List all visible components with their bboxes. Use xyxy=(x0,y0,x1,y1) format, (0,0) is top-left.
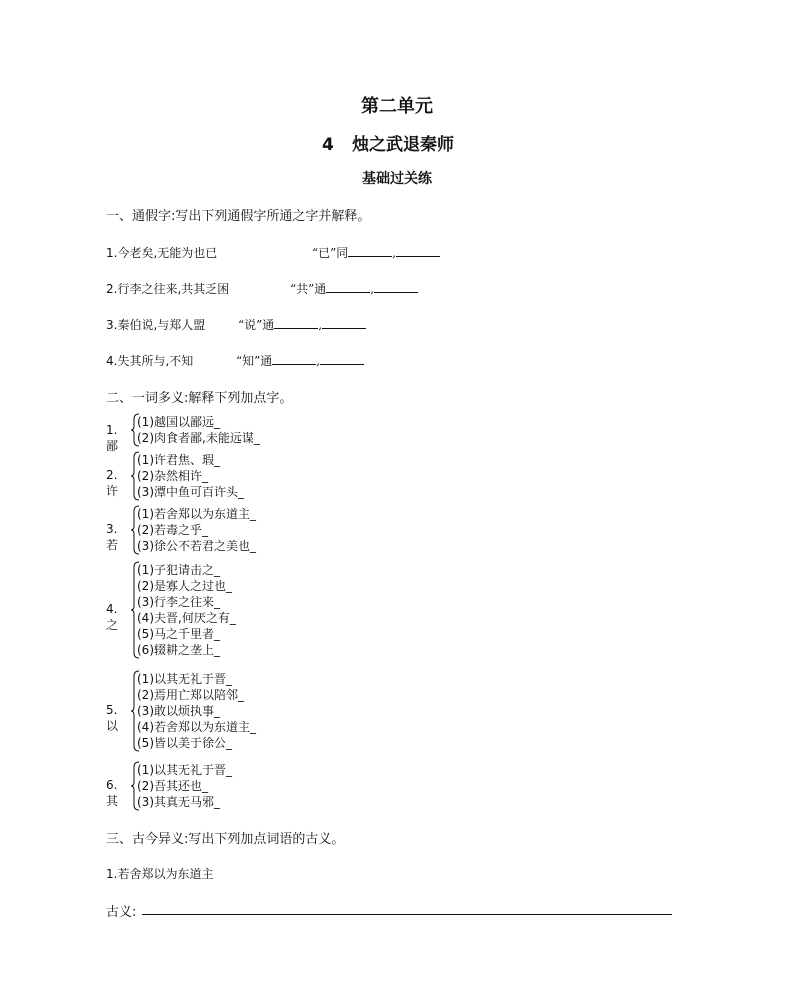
s1-q2-sentence: 2.行李之往来,共其乏困 xyxy=(106,282,230,296)
group-3-items xyxy=(137,506,256,554)
s1-q3-char: “说”通 xyxy=(238,318,275,332)
group-1-items xyxy=(137,414,260,446)
s1-q2-sep: , xyxy=(370,282,375,296)
lesson-title: 烛之武退秦师 xyxy=(352,135,454,155)
subtitle: 基础过关练 xyxy=(362,171,432,187)
s1-q3-sentence: 3.秦伯说,与郑人盟 xyxy=(106,318,206,332)
group-3-item-3: (3)徐公不若君之美也_ xyxy=(137,539,256,553)
group-4-item-2: (2)是寡人之过也_ xyxy=(137,579,232,593)
group-5-items xyxy=(137,671,256,751)
lesson-number: 4 xyxy=(322,135,334,155)
gu-label: 古义: xyxy=(106,905,137,920)
group-4-item-1: (1)子犯请击之_ xyxy=(137,563,220,577)
group-5-item-1: (1)以其无礼于晋_ xyxy=(137,672,232,686)
s1-q3-blank-b[interactable] xyxy=(322,316,366,329)
s1-q3-answer xyxy=(238,316,366,333)
group-4-label: 4.之 xyxy=(106,602,119,632)
s1-q4-blank-a[interactable] xyxy=(272,352,316,365)
group-5-item-2: (2)焉用亡郑以陪邻_ xyxy=(137,688,244,702)
s1-q4-blank-b[interactable] xyxy=(320,352,364,365)
s1-q1-blank-b[interactable] xyxy=(396,244,440,257)
section1-title: 一、通假字:写出下列通假字所通之字并解释。 xyxy=(106,209,371,224)
s1-q4-sentence: 4.失其所与,不知 xyxy=(106,354,194,368)
group-6-items xyxy=(137,762,232,810)
group-3-item-1: (1)若舍郑以为东道主_ xyxy=(137,507,256,521)
gu-answer-line[interactable] xyxy=(142,914,672,915)
group-4-item-3: (3)行李之往来_ xyxy=(137,595,220,609)
group-4-item-5: (5)马之千里者_ xyxy=(137,627,220,641)
group-2-items xyxy=(137,452,244,500)
group-3-item-2: (2)若毒之乎_ xyxy=(137,523,208,537)
group-5-label: 5.以 xyxy=(106,703,119,733)
lesson-heading xyxy=(322,130,454,155)
group-1-item-2: (2)肉食者鄙,未能远谋_ xyxy=(137,431,260,445)
section3-title: 三、古今异义:写出下列加点词语的古义。 xyxy=(106,832,345,847)
group-4-items xyxy=(137,562,236,658)
s1-q4-char: “知”通 xyxy=(236,354,273,368)
group-2-item-2: (2)杂然相许_ xyxy=(137,469,208,483)
group-5-item-4: (4)若舍郑以为东道主_ xyxy=(137,720,256,734)
s1-q1-sentence: 1.今老矣,无能为也已 xyxy=(106,246,218,260)
group-2-label: 2.许 xyxy=(106,468,119,498)
group-2-item-3: (3)潭中鱼可百许头_ xyxy=(137,485,244,499)
group-6-item-1: (1)以其无礼于晋_ xyxy=(137,763,232,777)
s1-q2-answer xyxy=(290,280,418,297)
group-4-item-4: (4)夫晋,何厌之有_ xyxy=(137,611,236,625)
group-5-item-5: (5)皆以美于徐公_ xyxy=(137,736,232,750)
group-6-item-3: (3)其真无马邪_ xyxy=(137,795,220,809)
s1-q4-answer xyxy=(236,352,364,369)
s1-q1-blank-a[interactable] xyxy=(348,244,392,257)
s1-q3-sep: , xyxy=(318,318,323,332)
s3-q1-sentence: 1.若舍郑以为东道主 xyxy=(106,867,214,881)
group-5-item-3: (3)敢以烦执事_ xyxy=(137,704,220,718)
s1-q2-blank-a[interactable] xyxy=(326,280,370,293)
group-4-item-6: (6)辍耕之垄上_ xyxy=(137,643,220,657)
group-3-label: 3.若 xyxy=(106,522,119,552)
s1-q3-blank-a[interactable] xyxy=(274,316,318,329)
s1-q1-char: “已”同 xyxy=(312,246,349,260)
section2-title: 二、一词多义:解释下列加点字。 xyxy=(106,391,293,406)
group-1-item-1: (1)越国以鄙远_ xyxy=(137,415,220,429)
group-1-label: 1.鄙 xyxy=(106,423,119,453)
s1-q1-answer xyxy=(312,244,440,261)
group-2-item-1: (1)许君焦、瑕_ xyxy=(137,453,220,467)
s1-q4-sep: , xyxy=(316,354,321,368)
unit-title: 第二单元 xyxy=(361,96,433,117)
s1-q2-char: “共”通 xyxy=(290,282,327,296)
group-6-item-2: (2)吾其还也_ xyxy=(137,779,208,793)
s1-q1-sep: , xyxy=(392,246,397,260)
group-6-label: 6.其 xyxy=(106,778,119,808)
s1-q2-blank-b[interactable] xyxy=(374,280,418,293)
